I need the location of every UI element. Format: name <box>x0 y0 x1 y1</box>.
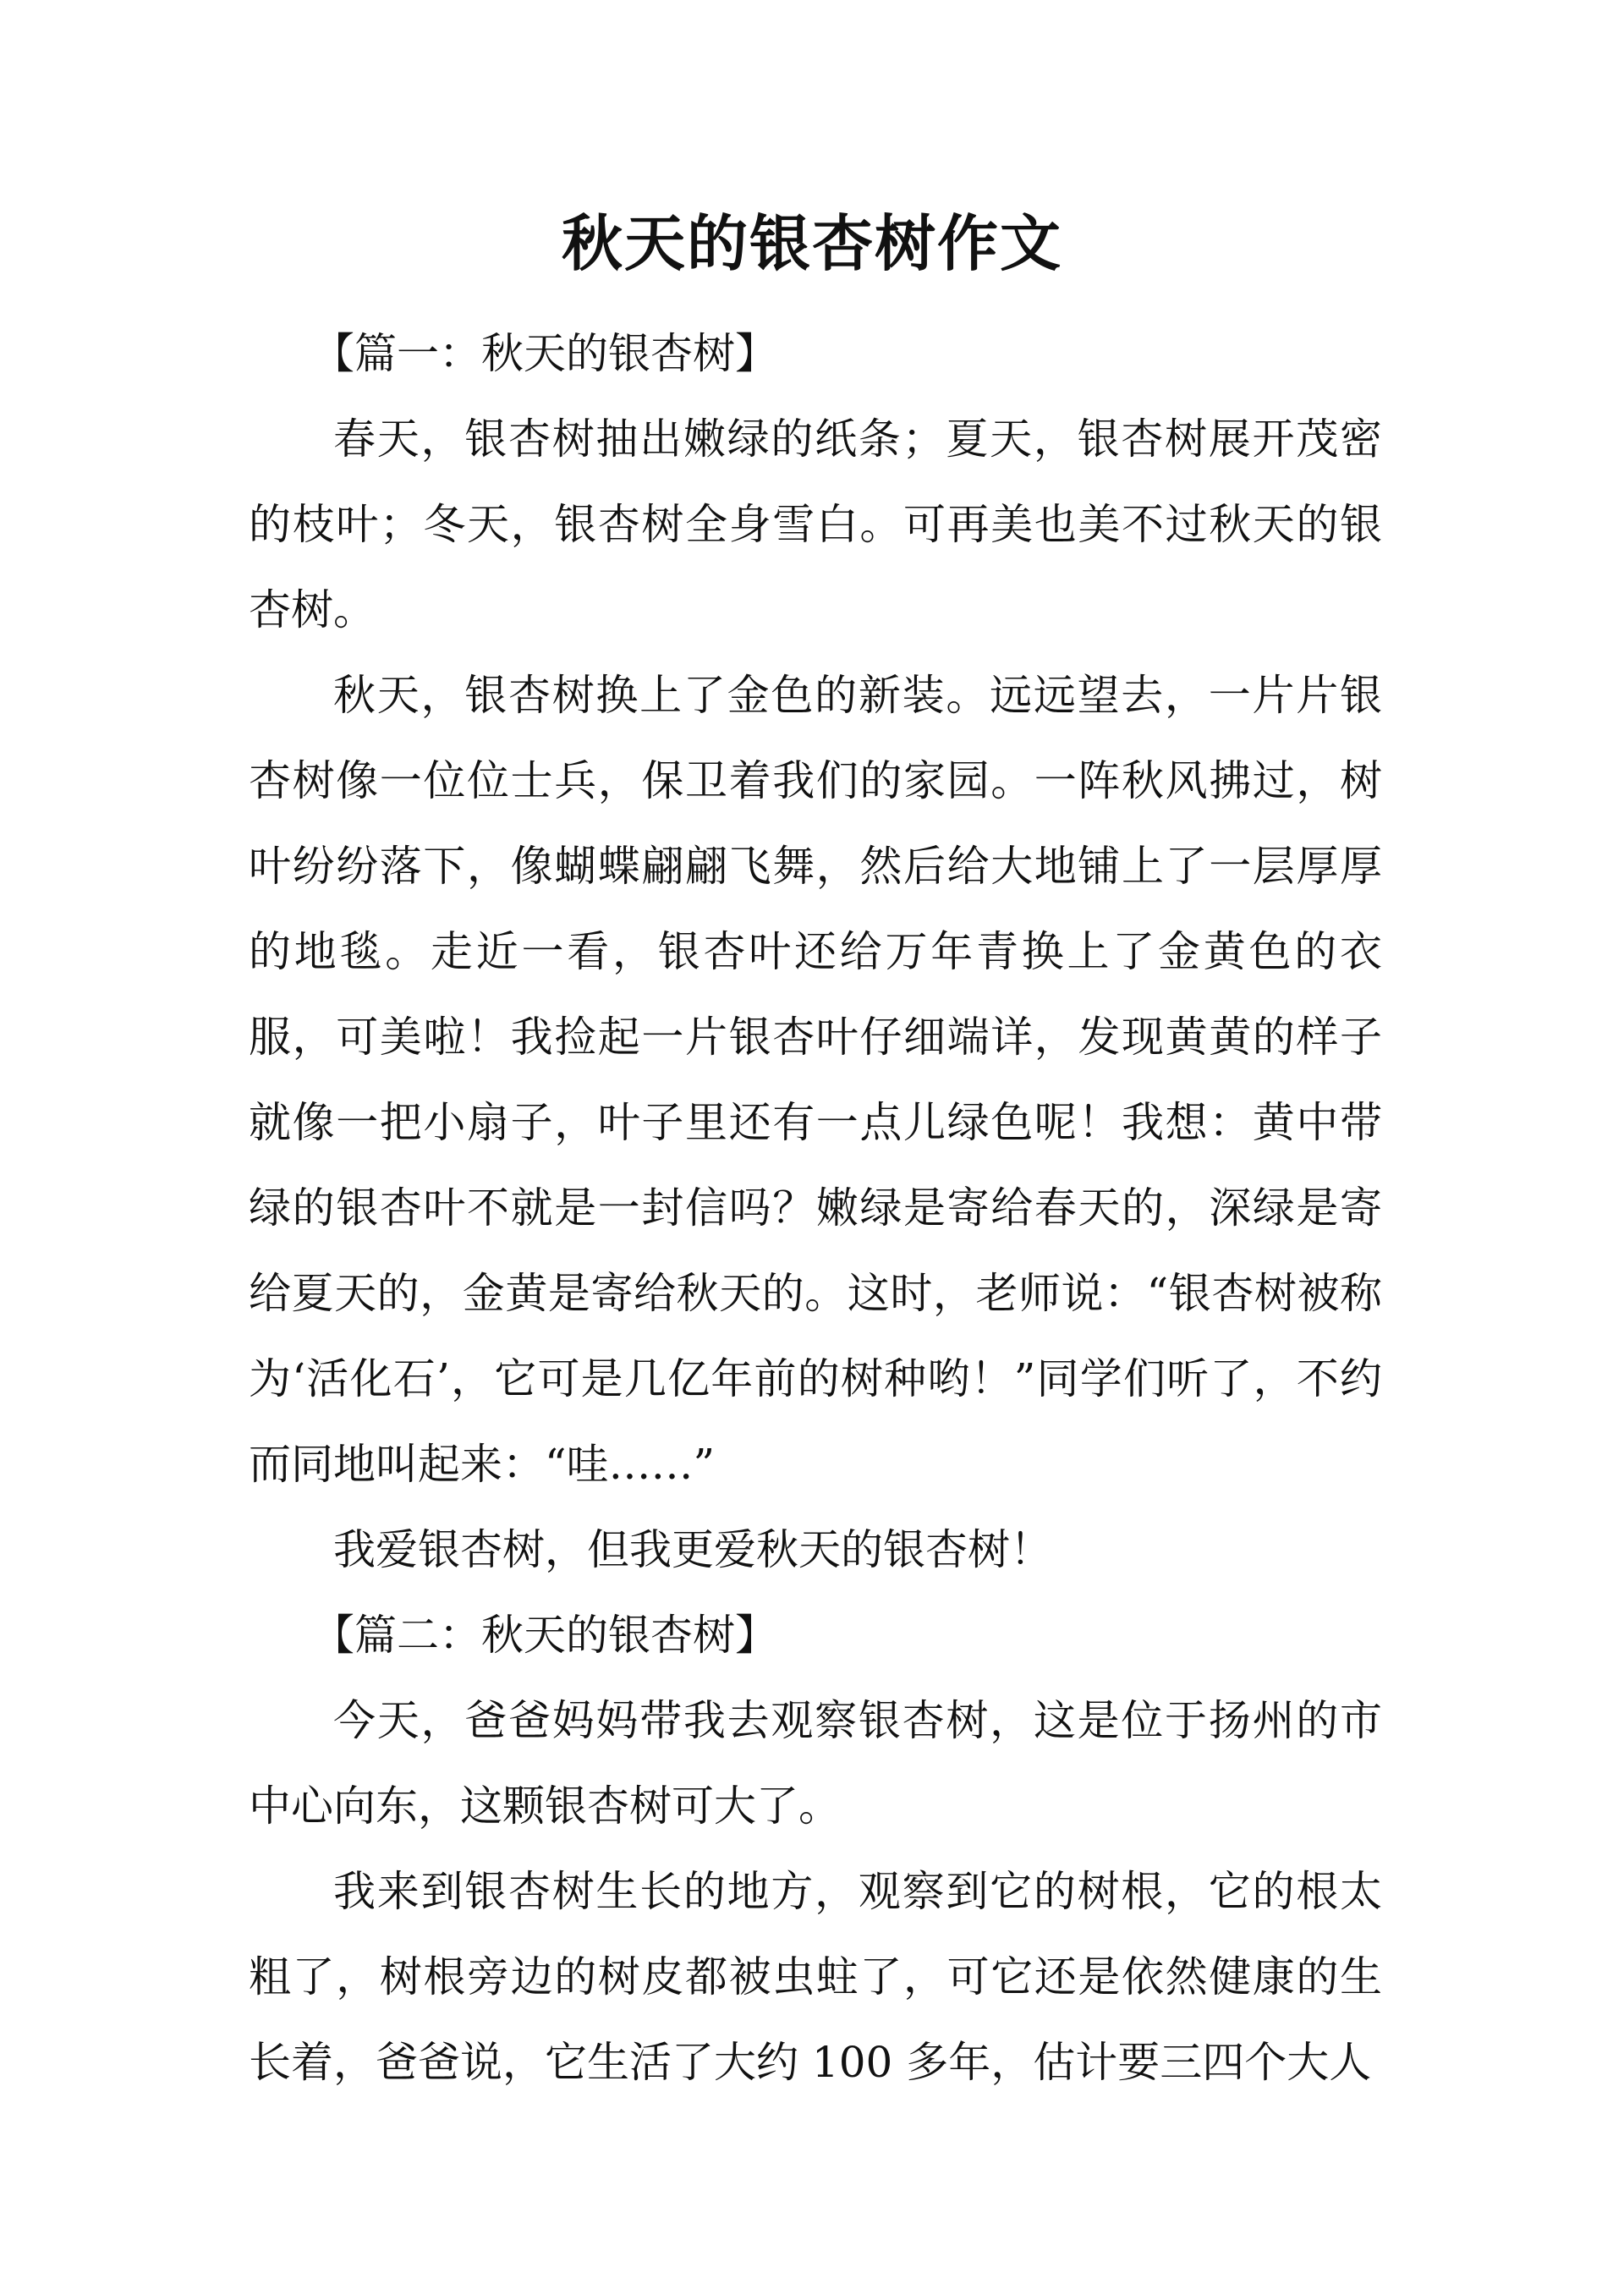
paragraph: 秋天，银杏树换上了金色的新装。远远望去，一片片银杏树像一位位士兵，保卫着我们的家园。一阵秋风拂过，树叶纷纷落下，像蝴蝶翩翩飞舞，然后给大地铺上了一层厚厚的地毯。走近一看，银杏叶还给万年青换上了金黄色的衣服，可美啦！我捡起一片银杏叶仔细端详，发现黄黄的样子就像一把小扇子，叶子里还有一点儿绿色呢！我想：黄中带绿的银杏叶不就是一封信吗？嫩绿是寄给春天的，深绿是寄给夏天的，金黄是寄给秋天的。这时，老师说：“银杏树被称为‘活化石’，它可是几亿年前的树种哟！”同学们听了，不约而同地叫起来：“哇……” <box>249 671 1382 1489</box>
paragraph: 今天，爸爸妈妈带我去观察银杏树，这是位于扬州的市中心向东，这颗银杏树可大了。 <box>249 1696 1382 1831</box>
paragraph: 我爱银杏树，但我更爱秋天的银杏树！ <box>333 1525 1052 1574</box>
section-heading-1: 【篇一：秋天的银杏树】 <box>312 329 777 378</box>
document-body <box>249 311 1382 2106</box>
paragraph: 我来到银杏树生长的地方，观察到它的树根，它的根太粗了，树根旁边的树皮都被虫蛀了，可它还是依然健康的生长着，爸爸说，它生活了大约 100 多年，估计要三四个大人 <box>249 1867 1382 2087</box>
section-heading-2: 【篇二：秋天的银杏树】 <box>312 1611 777 1660</box>
paragraph: 春天，银杏树抽出嫩绿的纸条；夏天，银杏树展开茂密的枝叶；冬天，银杏树全身雪白。可再美也美不过秋天的银杏树。 <box>249 415 1382 634</box>
document-title: 秋天的银杏树作文 <box>561 208 1062 279</box>
